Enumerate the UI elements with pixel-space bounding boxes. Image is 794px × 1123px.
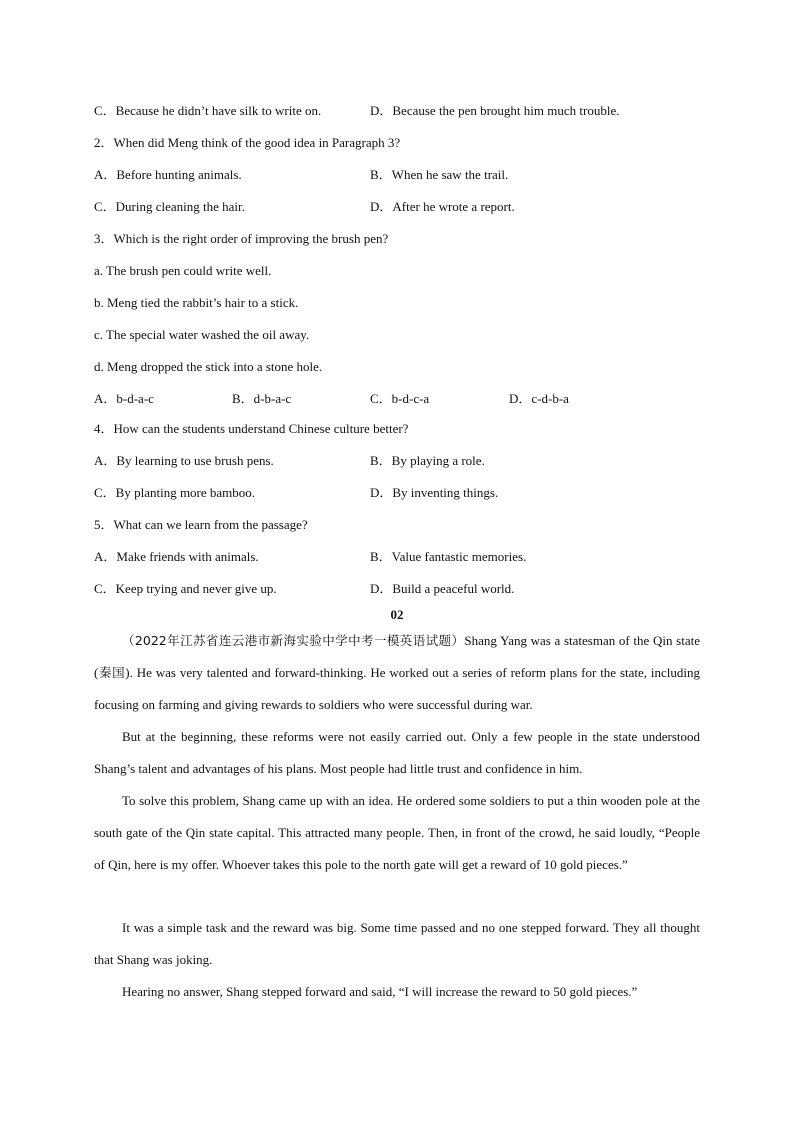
q3-item-a: a. The brush pen could write well. xyxy=(94,263,272,278)
q2-stem: 2．When did Meng think of the good idea in Paragraph 3? xyxy=(94,135,401,150)
q5-stem: 5．What can we learn from the passage? xyxy=(94,517,308,532)
q4-option-c: C．By planting more bamboo. xyxy=(94,485,256,500)
q4-option-b: B．By playing a role. xyxy=(370,453,485,468)
q3-item-b: b. Meng tied the rabbit’s hair to a stick. xyxy=(94,295,299,310)
q3-option-d: D．c-d-b-a xyxy=(509,391,569,406)
source-note: （2022年江苏省连云港市新海实验中学中考一模英语试题） xyxy=(122,633,465,648)
passage-paragraph-1: （2022年江苏省连云港市新海实验中学中考一模英语试题）Shang Yang was a statesman of the Qin state (秦国). He was very talented and forward-thinking. He worked out a series of reform plans for the state, including focusing on farming and giving rewards to soldiers who were successful during war. xyxy=(94,633,700,712)
q5-option-b: B．Value fantastic memories. xyxy=(370,549,527,564)
q2-option-a: A．Before hunting animals. xyxy=(94,167,242,182)
q3-item-c: c. The special water washed the oil away. xyxy=(94,327,310,342)
passage-paragraph-3: To solve this problem, Shang came up with an idea. He ordered some soldiers to put a thin wooden pole at the south gate of the Qin state capital. This attracted many people. Then, in front of the crowd, he said loudly, “People of Qin, here is my offer. Whoever takes this pole to the north gate will get a reward of 10 gold pieces.” xyxy=(94,793,700,872)
q5-option-c: C．Keep trying and never give up. xyxy=(94,581,277,596)
passage-paragraph-4: It was a simple task and the reward was big. Some time passed and no one stepped forward. They all thought that Shang was joking. xyxy=(94,920,700,967)
q3-option-b: B．d-b-a-c xyxy=(232,391,292,406)
q2-option-b: B．When he saw the trail. xyxy=(370,167,509,182)
q3-item-d: d. Meng dropped the stick into a stone hole. xyxy=(94,359,323,374)
q2-option-d: D．After he wrote a report. xyxy=(370,199,515,214)
q1-option-c: C．Because he didn’t have silk to write on. xyxy=(94,103,322,118)
q5-option-a: A．Make friends with animals. xyxy=(94,549,259,564)
q2-option-c: C．During cleaning the hair. xyxy=(94,199,245,214)
section-number: 02 xyxy=(390,607,404,622)
q1-option-d: D．Because the pen brought him much trouble. xyxy=(370,103,620,118)
passage-paragraph-2: But at the beginning, these reforms were not easily carried out. Only a few people in the state understood Shang’s talent and advantages of his plans. Most people had little trust and confidence in him. xyxy=(94,729,700,776)
q3-stem: 3．Which is the right order of improving the brush pen? xyxy=(94,231,389,246)
q3-option-c: C．b-d-c-a xyxy=(370,391,430,406)
q5-option-d: D．Build a peaceful world. xyxy=(370,581,515,596)
passage-paragraph-5: Hearing no answer, Shang stepped forward and said, “I will increase the reward to 50 gold pieces.” xyxy=(122,984,638,999)
q4-option-a: A．By learning to use brush pens. xyxy=(94,453,274,468)
q4-stem: 4．How can the students understand Chinese culture better? xyxy=(94,421,409,436)
q3-option-a: A．b-d-a-c xyxy=(94,391,154,406)
q4-option-d: D．By inventing things. xyxy=(370,485,499,500)
